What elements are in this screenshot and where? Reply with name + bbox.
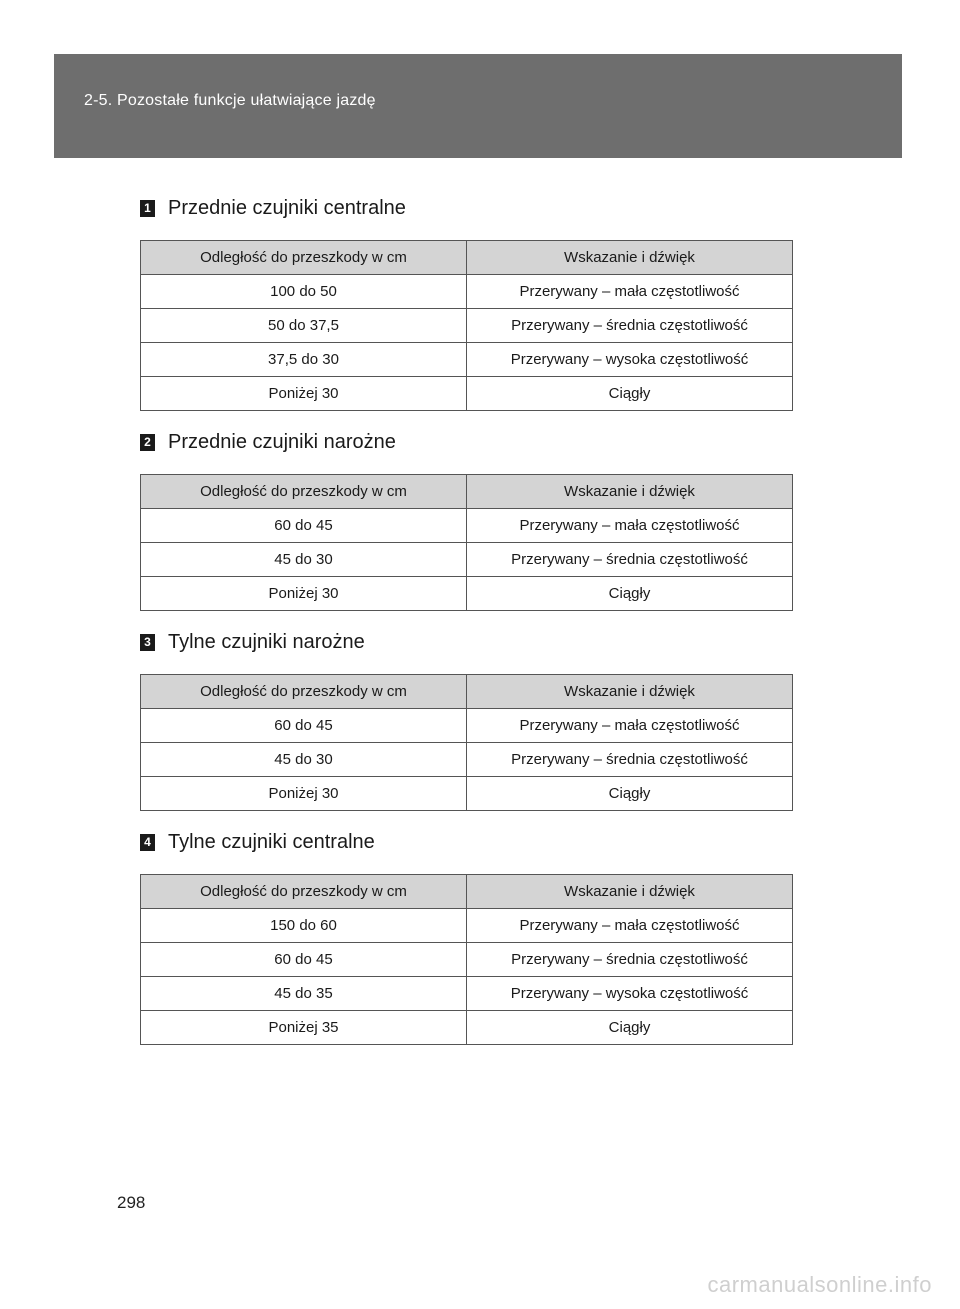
distance-cell: 100 do 50 <box>141 275 467 309</box>
table-row <box>141 743 793 777</box>
distance-cell: Poniżej 30 <box>141 777 467 811</box>
column-header-indication: Wskazanie i dźwięk <box>467 675 793 709</box>
chapter-title: 2-5. Pozostałe funkcje ułatwiające jazdę <box>84 92 376 109</box>
section-front-corner-sensors <box>140 428 793 602</box>
distance-cell: 45 do 30 <box>141 543 467 577</box>
table-row <box>141 509 793 543</box>
distance-cell: 45 do 35 <box>141 977 467 1011</box>
indication-cell: Przerywany – mała częstotliwość <box>467 275 793 309</box>
section-number-badge: 2 <box>140 434 155 451</box>
section-heading <box>140 628 793 658</box>
distance-table <box>140 240 793 411</box>
indication-cell: Przerywany – wysoka częstotliwość <box>467 977 793 1011</box>
table-row <box>141 343 793 377</box>
table-row <box>141 709 793 743</box>
table-row <box>141 275 793 309</box>
column-header-distance: Odległość do przeszkody w cm <box>141 875 467 909</box>
table-header-row <box>141 875 793 909</box>
table-row <box>141 543 793 577</box>
indication-cell: Ciągły <box>467 1011 793 1045</box>
distance-cell: Poniżej 30 <box>141 577 467 611</box>
indication-cell: Przerywany – mała częstotliwość <box>467 709 793 743</box>
section-title: Przednie czujniki centralne <box>168 197 406 219</box>
distance-table <box>140 474 793 611</box>
section-title: Tylne czujniki centralne <box>168 831 375 853</box>
column-header-indication: Wskazanie i dźwięk <box>467 475 793 509</box>
table-row <box>141 1011 793 1045</box>
watermark: carmanualsonline.info <box>707 1272 932 1297</box>
table-row <box>141 977 793 1011</box>
section-rear-center-sensors <box>140 828 793 1036</box>
table-row <box>141 943 793 977</box>
indication-cell: Ciągły <box>467 777 793 811</box>
indication-cell: Przerywany – średnia częstotliwość <box>467 543 793 577</box>
table-header-row <box>141 241 793 275</box>
column-header-distance: Odległość do przeszkody w cm <box>141 241 467 275</box>
distance-cell: 45 do 30 <box>141 743 467 777</box>
section-heading <box>140 428 793 458</box>
distance-cell: 50 do 37,5 <box>141 309 467 343</box>
table-row <box>141 909 793 943</box>
distance-cell: 60 do 45 <box>141 709 467 743</box>
table-row <box>141 577 793 611</box>
distance-cell: 60 do 45 <box>141 509 467 543</box>
section-heading <box>140 828 793 858</box>
section-title: Przednie czujniki narożne <box>168 431 396 453</box>
section-rear-corner-sensors <box>140 628 793 802</box>
indication-cell: Przerywany – średnia częstotliwość <box>467 309 793 343</box>
distance-cell: Poniżej 35 <box>141 1011 467 1045</box>
indication-cell: Przerywany – mała częstotliwość <box>467 509 793 543</box>
table-row <box>141 777 793 811</box>
indication-cell: Przerywany – średnia częstotliwość <box>467 943 793 977</box>
section-number-badge: 4 <box>140 834 155 851</box>
section-number-badge: 3 <box>140 634 155 651</box>
distance-table <box>140 674 793 811</box>
distance-cell: 150 do 60 <box>141 909 467 943</box>
table-row <box>141 377 793 411</box>
column-header-indication: Wskazanie i dźwięk <box>467 875 793 909</box>
column-header-distance: Odległość do przeszkody w cm <box>141 475 467 509</box>
indication-cell: Przerywany – średnia częstotliwość <box>467 743 793 777</box>
distance-table <box>140 874 793 1045</box>
indication-cell: Ciągły <box>467 577 793 611</box>
table-row <box>141 309 793 343</box>
chapter-header <box>54 54 902 158</box>
column-header-indication: Wskazanie i dźwięk <box>467 241 793 275</box>
page-number: 298 <box>117 1193 146 1212</box>
section-number-badge: 1 <box>140 200 155 217</box>
distance-cell: Poniżej 30 <box>141 377 467 411</box>
indication-cell: Przerywany – wysoka częstotliwość <box>467 343 793 377</box>
table-header-row <box>141 675 793 709</box>
section-heading <box>140 194 793 224</box>
indication-cell: Ciągły <box>467 377 793 411</box>
distance-cell: 37,5 do 30 <box>141 343 467 377</box>
table-header-row <box>141 475 793 509</box>
section-title: Tylne czujniki narożne <box>168 631 365 653</box>
distance-cell: 60 do 45 <box>141 943 467 977</box>
indication-cell: Przerywany – mała częstotliwość <box>467 909 793 943</box>
column-header-distance: Odległość do przeszkody w cm <box>141 675 467 709</box>
section-front-center-sensors <box>140 194 793 402</box>
